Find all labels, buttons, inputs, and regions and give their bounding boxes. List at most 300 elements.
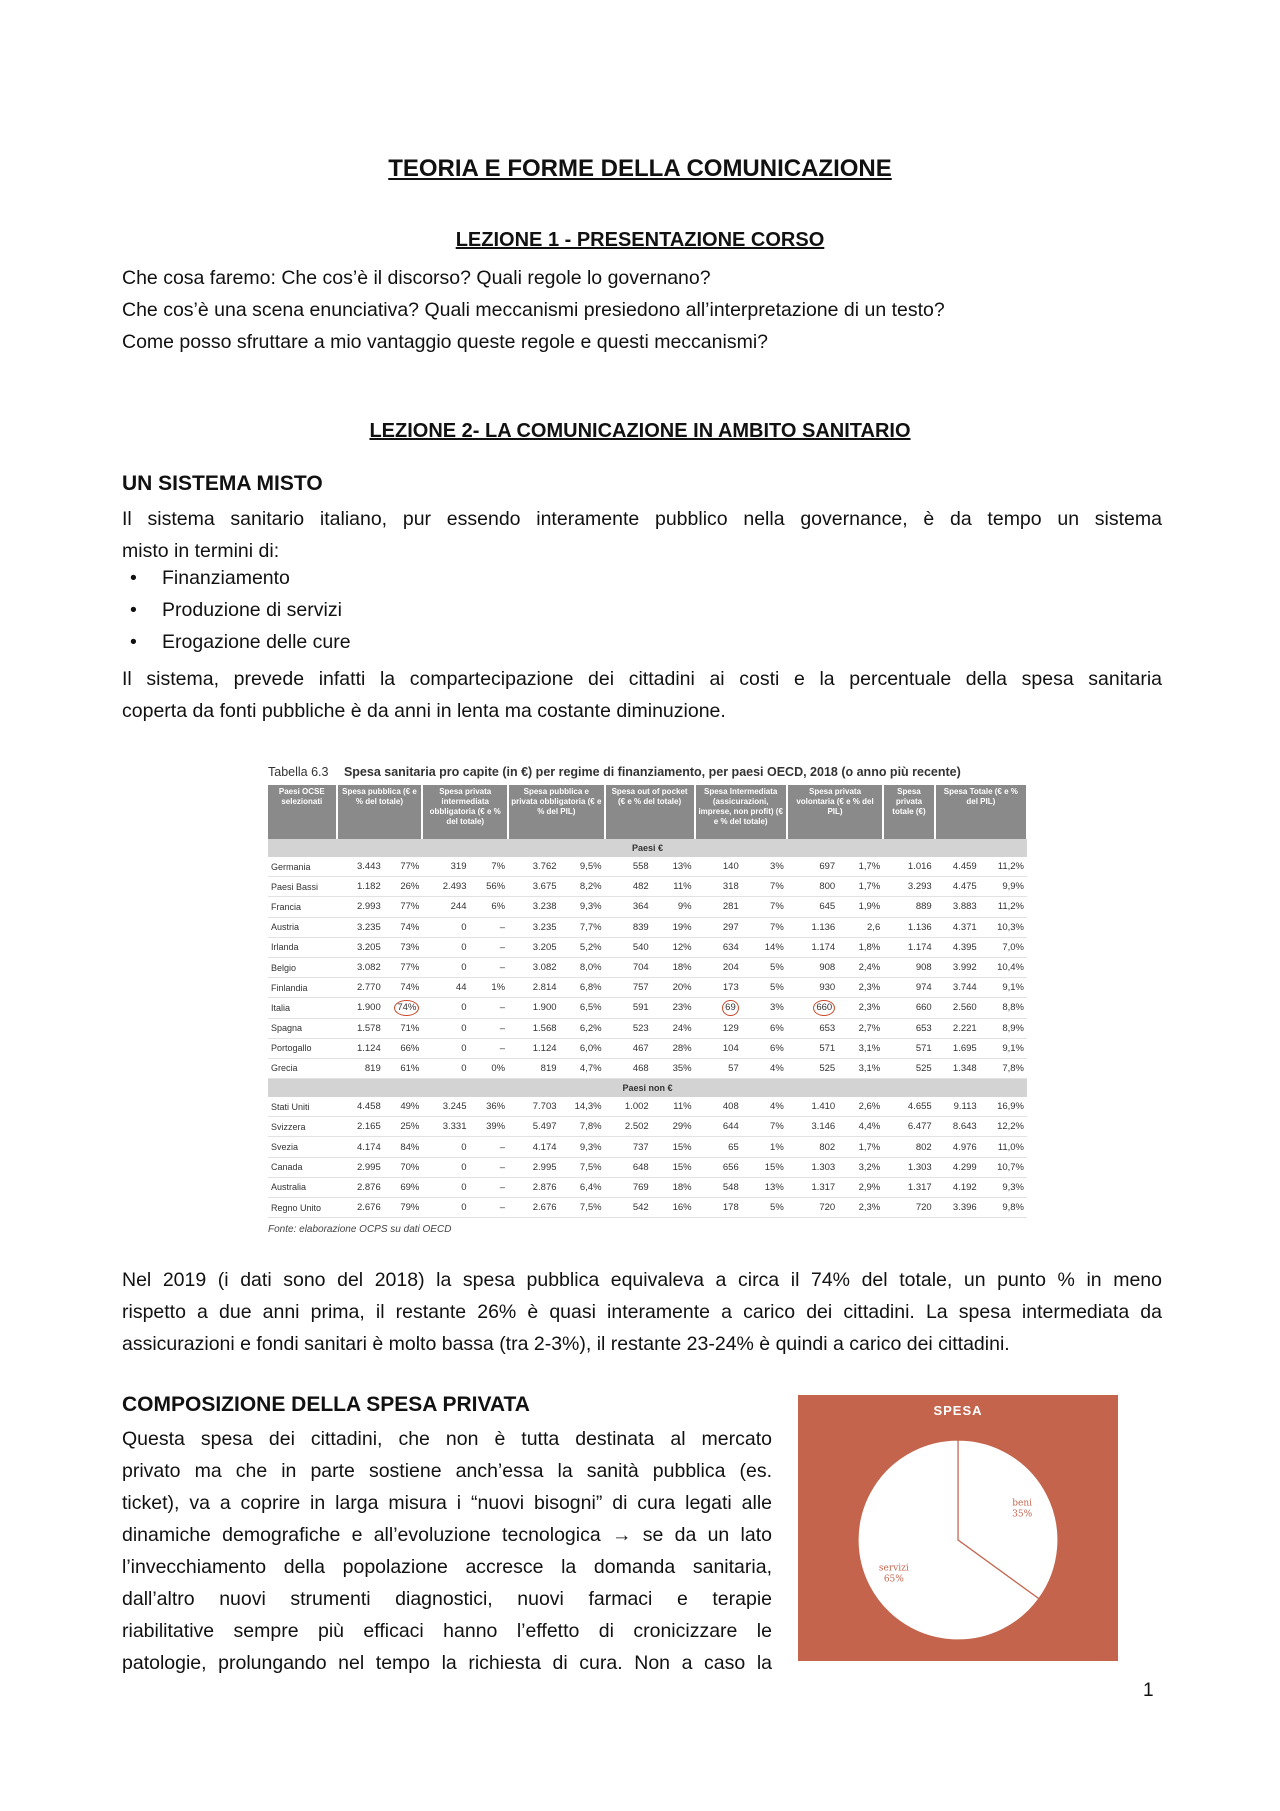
table-cell: 2,6 (838, 917, 883, 937)
table-cell: 10,7% (980, 1157, 1027, 1177)
pie-label-servizi: servizi (878, 1563, 909, 1574)
country-cell: Paesi Bassi (268, 877, 337, 897)
country-cell: Germania (268, 857, 337, 877)
table-cell: 819 (337, 1058, 384, 1078)
table-cell: 69% (384, 1177, 423, 1197)
table-row (268, 1157, 1027, 1177)
private-line-2: privato ma che in parte sostiene anch’essa la sanità pubblica (es. (122, 1460, 772, 1482)
table-cell: 4.475 (935, 877, 980, 897)
table-cell: 77% (384, 897, 423, 917)
country-cell: Irlanda (268, 937, 337, 957)
private-spending-heading: COMPOSIZIONE DELLA SPESA PRIVATA (122, 1393, 530, 1416)
table-cell: 1.568 (508, 1018, 559, 1038)
table-cell: 13% (742, 1177, 787, 1197)
table-cell: 6,0% (560, 1038, 605, 1058)
table-cell: 2,3% (838, 1198, 883, 1218)
country-cell: Regno Unito (268, 1198, 337, 1218)
country-cell: Austria (268, 917, 337, 937)
table-cell: 571 (787, 1038, 838, 1058)
table-cell (384, 998, 423, 1018)
table-cell: 1.303 (787, 1157, 838, 1177)
table-cell: 4,7% (560, 1058, 605, 1078)
table-cell: 4.655 (883, 1097, 934, 1117)
table-cell: 4.371 (935, 917, 980, 937)
table-cell: 2.995 (508, 1157, 559, 1177)
table-cell: 77% (384, 957, 423, 977)
table-row (268, 998, 1027, 1018)
table-cell: 3.146 (787, 1117, 838, 1137)
table-cell: 0 (422, 1038, 469, 1058)
table-cell: – (469, 1177, 508, 1197)
table-cell: 0 (422, 1018, 469, 1038)
table-cell: 704 (605, 957, 652, 977)
table-cell: 1% (469, 978, 508, 998)
table-cell: 974 (883, 978, 934, 998)
highlight-circle: 660 (813, 1000, 835, 1016)
table-cell: 2.814 (508, 978, 559, 998)
table-cell: – (469, 1198, 508, 1218)
lesson1-line-1: Che cosa faremo: Che cos’è il discorso? Quali regole lo governano? (122, 267, 711, 289)
table-row (268, 917, 1027, 937)
table-cell: 0 (422, 1157, 469, 1177)
country-cell: Belgio (268, 957, 337, 977)
table-cell: 720 (883, 1198, 934, 1218)
table-cell: 9,8% (980, 1198, 1027, 1218)
table-cell: 79% (384, 1198, 423, 1218)
table-cell: 0 (422, 1198, 469, 1218)
table-cell: 0 (422, 1058, 469, 1078)
table-cell: 1.182 (337, 877, 384, 897)
table-cell: 66% (384, 1038, 423, 1058)
private-line-1: Questa spesa dei cittadini, che non è tutta destinata al mercato (122, 1428, 772, 1450)
table-cell: 3.082 (337, 957, 384, 977)
country-cell: Grecia (268, 1058, 337, 1078)
table-cell: 7,0% (980, 937, 1027, 957)
table-cell: 11,0% (980, 1137, 1027, 1157)
table-cell: 10,4% (980, 957, 1027, 977)
table-cell: 3.245 (422, 1097, 469, 1117)
table-cell: 7% (742, 877, 787, 897)
table-cell: 9,3% (560, 1137, 605, 1157)
table-cell: 4.458 (337, 1097, 384, 1117)
table-cell: 15% (652, 1157, 695, 1177)
paragraph-2019-line-3: assicurazioni e fondi sanitari è molto bassa (tra 2-3%), il restante 23-24% è quindi a carico dei cittadini. (122, 1333, 1010, 1355)
table-cell: 1.578 (337, 1018, 384, 1038)
table-row (268, 897, 1027, 917)
private-line-6: dall’altro nuovi strumenti diagnostici, nuovi farmaci e terapie (122, 1588, 772, 1610)
table-cell: 2.221 (935, 1018, 980, 1038)
table-cell: 8,2% (560, 877, 605, 897)
column-header: Spesa pubblica (€ e % del totale) (337, 785, 423, 839)
group-label: Paesi non € (268, 1079, 1027, 1098)
table-cell: 1.900 (337, 998, 384, 1018)
table-cell: 5% (742, 957, 787, 977)
table-cell: 74% (384, 978, 423, 998)
table-cell: 802 (787, 1137, 838, 1157)
table-cell: 16,9% (980, 1097, 1027, 1117)
table-cell: 542 (605, 1198, 652, 1218)
table-cell: 0 (422, 917, 469, 937)
table-cell: 523 (605, 1018, 652, 1038)
lesson1-line-3: Come posso sfruttare a mio vantaggio queste regole e questi meccanismi? (122, 331, 769, 353)
table-cell: 0 (422, 937, 469, 957)
table-cell: 653 (883, 1018, 934, 1038)
table-cell: 1,7% (838, 1137, 883, 1157)
table-row (268, 957, 1027, 977)
table-cell: 737 (605, 1137, 652, 1157)
after-line-1: Il sistema, prevede infatti la compartecipazione dei cittadini ai costi e la percentuale della spesa sanitaria (122, 668, 1162, 690)
table-cell: 16% (652, 1198, 695, 1218)
private-line-8: patologie, prolungando nel tempo la richiesta di cura. Non a caso la (122, 1652, 772, 1674)
table-cell: 204 (695, 957, 742, 977)
table-cell: 84% (384, 1137, 423, 1157)
table-cell: 8,0% (560, 957, 605, 977)
table-cell: 57 (695, 1058, 742, 1078)
table-cell: 9,1% (980, 1038, 1027, 1058)
table-cell: 49% (384, 1097, 423, 1117)
table-row (268, 1058, 1027, 1078)
table-cell: 2,3% (838, 998, 883, 1018)
table-cell: – (469, 998, 508, 1018)
group-label: Paesi € (268, 839, 1027, 857)
table-cell: 9% (652, 897, 695, 917)
table-figure (268, 765, 1028, 1235)
table-cell: 36% (469, 1097, 508, 1117)
table-cell: 3,1% (838, 1038, 883, 1058)
pie-chart-title: SPESA (933, 1403, 983, 1418)
table-cell: 29% (652, 1117, 695, 1137)
table-cell: 3.992 (935, 957, 980, 977)
table-cell: – (469, 917, 508, 937)
table-cell: 2.502 (605, 1117, 652, 1137)
pie-chart (798, 1395, 1118, 1661)
table-cell: 11% (652, 1097, 695, 1117)
table-label: Tabella 6.3 (268, 765, 329, 779)
table-row (268, 1097, 1027, 1117)
table-row (268, 978, 1027, 998)
table-cell: 930 (787, 978, 838, 998)
country-cell: Svezia (268, 1137, 337, 1157)
table-cell: 1.124 (508, 1038, 559, 1058)
table-cell: 467 (605, 1038, 652, 1058)
after-line-2: coperta da fonti pubbliche è da anni in lenta ma costante diminuzione. (122, 700, 726, 722)
column-header: Spesa pubblica e privata obbligatoria (€ e % del PIL) (508, 785, 604, 839)
table-cell: 7% (742, 897, 787, 917)
table-cell: 2.676 (508, 1198, 559, 1218)
table-cell: 7.703 (508, 1097, 559, 1117)
table-cell: 720 (787, 1198, 838, 1218)
table-cell: 839 (605, 917, 652, 937)
table-header-row (268, 785, 1027, 839)
table-cell: 1.348 (935, 1058, 980, 1078)
table-body-euro (268, 839, 1027, 1079)
private-line-3: ticket), va a coprire in larga misura i “nuovi bisogni” di cura legati alle (122, 1492, 772, 1514)
table-cell: 2.876 (337, 1177, 384, 1197)
table-cell: 6.477 (883, 1117, 934, 1137)
lesson1-line-2: Che cos’è una scena enunciativa? Quali meccanismi presiedono all’interpretazione di un testo? (122, 299, 945, 321)
lesson2-heading: LEZIONE 2- LA COMUNICAZIONE IN AMBITO SANITARIO (369, 420, 911, 442)
table-cell: 802 (883, 1137, 934, 1157)
column-header: Paesi OCSE selezionati (268, 785, 337, 839)
table-cell: 1.016 (883, 857, 934, 877)
section-title-sistema-misto: UN SISTEMA MISTO (122, 472, 323, 495)
country-cell: Canada (268, 1157, 337, 1177)
table-cell: 24% (652, 1018, 695, 1038)
table-cell: 18% (652, 1177, 695, 1197)
table-cell: 3.762 (508, 857, 559, 877)
table-cell: 35% (652, 1058, 695, 1078)
bullet-icon: • (130, 567, 137, 589)
table-cell: – (469, 957, 508, 977)
intro-line-1: Il sistema sanitario italiano, pur essendo interamente pubblico nella governance, è da tempo un sistema (122, 508, 1162, 530)
table-cell: 7,8% (980, 1058, 1027, 1078)
table-cell: 1,9% (838, 897, 883, 917)
column-header: Spesa privata totale (€) (883, 785, 934, 839)
table-cell: 11,2% (980, 857, 1027, 877)
table-row (268, 1137, 1027, 1157)
table-cell: 61% (384, 1058, 423, 1078)
table-cell: 634 (695, 937, 742, 957)
table-cell: 3.396 (935, 1198, 980, 1218)
table-cell: 3,2% (838, 1157, 883, 1177)
table-row (268, 1198, 1027, 1218)
table-cell: 1.900 (508, 998, 559, 1018)
table-cell: 25% (384, 1117, 423, 1137)
table-cell: 77% (384, 857, 423, 877)
table-cell: 364 (605, 897, 652, 917)
table-cell: 769 (605, 1177, 652, 1197)
table-cell: 74% (384, 917, 423, 937)
table-cell: 9,5% (560, 857, 605, 877)
table-cell: 6,2% (560, 1018, 605, 1038)
table-cell: 800 (787, 877, 838, 897)
intro-line-2: misto in termini di: (122, 540, 280, 562)
table-cell: 645 (787, 897, 838, 917)
table-cell: 4% (742, 1058, 787, 1078)
table-cell: 3.293 (883, 877, 934, 897)
table-cell: 65 (695, 1137, 742, 1157)
table-cell: 1.410 (787, 1097, 838, 1117)
table-cell: 6% (742, 1038, 787, 1058)
table-cell: 6% (742, 1018, 787, 1038)
table-cell: 660 (883, 998, 934, 1018)
table-cell: 9,1% (980, 978, 1027, 998)
table-cell: 1,7% (838, 877, 883, 897)
table-cell: 3.235 (337, 917, 384, 937)
table-cell: 12% (652, 937, 695, 957)
table-cell: 1.695 (935, 1038, 980, 1058)
table-cell: 3.443 (337, 857, 384, 877)
column-header: Spesa Totale (€ e % del PIL) (935, 785, 1027, 839)
private-line-5: l’invecchiamento della popolazione accresce la domanda sanitaria, (122, 1556, 772, 1578)
page-number: 1 (1143, 1680, 1154, 1701)
table-cell: 9.113 (935, 1097, 980, 1117)
paragraph-2019-line-2: rispetto a due anni prima, il restante 26% è quasi interamente a carico dei cittadini. La spesa intermediata da (122, 1301, 1162, 1323)
table-row (268, 877, 1027, 897)
column-header: Spesa out of pocket (€ e % del totale) (605, 785, 695, 839)
table-cell: 15% (742, 1157, 787, 1177)
table-cell: 3.082 (508, 957, 559, 977)
table-cell (787, 998, 838, 1018)
table-cell: – (469, 1038, 508, 1058)
document-title: TEORIA E FORME DELLA COMUNICAZIONE (388, 155, 892, 182)
private-line-4: dinamiche demografiche e all’evoluzione tecnologica → se da un lato (122, 1524, 772, 1546)
table-cell: 19% (652, 917, 695, 937)
table-cell: 4.192 (935, 1177, 980, 1197)
country-cell: Spagna (268, 1018, 337, 1038)
table-cell: 20% (652, 978, 695, 998)
table-cell: 571 (883, 1038, 934, 1058)
pie-label-beni: beni (1012, 1498, 1033, 1509)
table-cell: 3.675 (508, 877, 559, 897)
table-cell: 558 (605, 857, 652, 877)
country-cell: Francia (268, 897, 337, 917)
table-cell: 7% (742, 1117, 787, 1137)
table-cell: 540 (605, 937, 652, 957)
table-cell: 2.770 (337, 978, 384, 998)
column-header: Spesa privata volontaria (€ e % del PIL) (787, 785, 883, 839)
table-cell: 3.883 (935, 897, 980, 917)
table-cell: 648 (605, 1157, 652, 1177)
table-cell: 3.238 (508, 897, 559, 917)
table-cell: 6,5% (560, 998, 605, 1018)
table-cell: 281 (695, 897, 742, 917)
table-cell: 2.995 (337, 1157, 384, 1177)
paragraph-2019-line-1: Nel 2019 (i dati sono del 2018) la spesa pubblica equivaleva a circa il 74% del totale, un punto % in meno (122, 1269, 1162, 1291)
table-cell: – (469, 937, 508, 957)
highlight-circle: 69 (722, 1000, 739, 1016)
table-cell: 18% (652, 957, 695, 977)
table-cell: 56% (469, 877, 508, 897)
table-cell: 71% (384, 1018, 423, 1038)
table-cell: 3.235 (508, 917, 559, 937)
table-cell: 525 (883, 1058, 934, 1078)
table-cell: 4.174 (337, 1137, 384, 1157)
pie-value-beni: 35% (1012, 1509, 1033, 1520)
table-group-row (268, 1079, 1027, 1098)
table-row (268, 937, 1027, 957)
table-cell: 1.136 (787, 917, 838, 937)
table-cell: 2,4% (838, 957, 883, 977)
table-cell: 5% (742, 1198, 787, 1218)
table-cell: 2.676 (337, 1198, 384, 1218)
table-cell: 319 (422, 857, 469, 877)
table-cell: 2.493 (422, 877, 469, 897)
table-cell: 656 (695, 1157, 742, 1177)
table-cell: 1.174 (787, 937, 838, 957)
table-cell: 2.993 (337, 897, 384, 917)
country-cell: Portogallo (268, 1038, 337, 1058)
table-cell: 9,3% (980, 1177, 1027, 1197)
table-group-row (268, 839, 1027, 857)
table-cell: 3% (742, 998, 787, 1018)
health-spending-table (268, 785, 1028, 1218)
table-cell: 1.317 (787, 1177, 838, 1197)
country-cell: Italia (268, 998, 337, 1018)
table-cell: 4.395 (935, 937, 980, 957)
column-header: Spesa Intermediata (assicurazioni, imprese, non profit) (€ e % del totale) (695, 785, 787, 839)
table-cell: 1.002 (605, 1097, 652, 1117)
bullet-item: Finanziamento (162, 567, 290, 589)
table-cell: 8,9% (980, 1018, 1027, 1038)
table-cell: 140 (695, 857, 742, 877)
country-cell: Finlandia (268, 978, 337, 998)
highlight-circle: 74% (394, 1000, 419, 1016)
table-cell: 697 (787, 857, 838, 877)
table-title: Spesa sanitaria pro capite (in €) per regime di finanziamento, per paesi OECD, 2018 (o anno più recente) (343, 765, 961, 779)
table-row (268, 1018, 1027, 1038)
table-cell: 4.174 (508, 1137, 559, 1157)
pie-value-servizi: 65% (883, 1574, 904, 1585)
column-header: Spesa privata intermediata obbligatoria (€ e % del totale) (422, 785, 508, 839)
pie-chart-svg (798, 1395, 1118, 1661)
bullet-icon: • (130, 599, 137, 621)
table-cell: 3,1% (838, 1058, 883, 1078)
table-cell: 6,4% (560, 1177, 605, 1197)
table-cell: 1,7% (838, 857, 883, 877)
table-cell: 3.331 (422, 1117, 469, 1137)
table-cell: 7,8% (560, 1117, 605, 1137)
table-cell: 3.205 (337, 937, 384, 957)
table-cell: 4.459 (935, 857, 980, 877)
table-cell: 0 (422, 1177, 469, 1197)
table-cell (695, 998, 742, 1018)
table-cell: 819 (508, 1058, 559, 1078)
table-cell: 468 (605, 1058, 652, 1078)
table-cell: 4% (742, 1097, 787, 1117)
table-row (268, 857, 1027, 877)
table-cell: 4.976 (935, 1137, 980, 1157)
table-cell: 6,8% (560, 978, 605, 998)
table-cell: 8.643 (935, 1117, 980, 1137)
table-cell: 7% (469, 857, 508, 877)
table-cell: 548 (695, 1177, 742, 1197)
table-cell: 1.303 (883, 1157, 934, 1177)
table-cell: 0 (422, 1137, 469, 1157)
table-cell: 2.876 (508, 1177, 559, 1197)
table-cell: 129 (695, 1018, 742, 1038)
table-cell: 14% (742, 937, 787, 957)
table-cell: 889 (883, 897, 934, 917)
table-cell: 2.560 (935, 998, 980, 1018)
table-cell: 23% (652, 998, 695, 1018)
table-cell: 1,8% (838, 937, 883, 957)
table-cell: 14,3% (560, 1097, 605, 1117)
table-cell: 757 (605, 978, 652, 998)
table-cell: – (469, 1157, 508, 1177)
table-cell: 39% (469, 1117, 508, 1137)
table-cell: 908 (883, 957, 934, 977)
table-cell: 1% (742, 1137, 787, 1157)
table-row (268, 1038, 1027, 1058)
table-cell: 2,6% (838, 1097, 883, 1117)
table-cell: 7% (742, 917, 787, 937)
country-cell: Stati Uniti (268, 1097, 337, 1117)
table-cell: 1.317 (883, 1177, 934, 1197)
table-cell: – (469, 1137, 508, 1157)
table-cell: 1.136 (883, 917, 934, 937)
table-cell: 5,2% (560, 937, 605, 957)
table-cell: 5.497 (508, 1117, 559, 1137)
table-cell: – (469, 1018, 508, 1038)
table-cell: 482 (605, 877, 652, 897)
lesson1-heading: LEZIONE 1 - PRESENTAZIONE CORSO (455, 229, 825, 251)
table-source: Fonte: elaborazione OCPS su dati OECD (268, 1224, 452, 1236)
table-cell: 4.299 (935, 1157, 980, 1177)
bullet-item: Produzione di servizi (162, 599, 342, 621)
table-cell: 9,9% (980, 877, 1027, 897)
table-cell: 5% (742, 978, 787, 998)
